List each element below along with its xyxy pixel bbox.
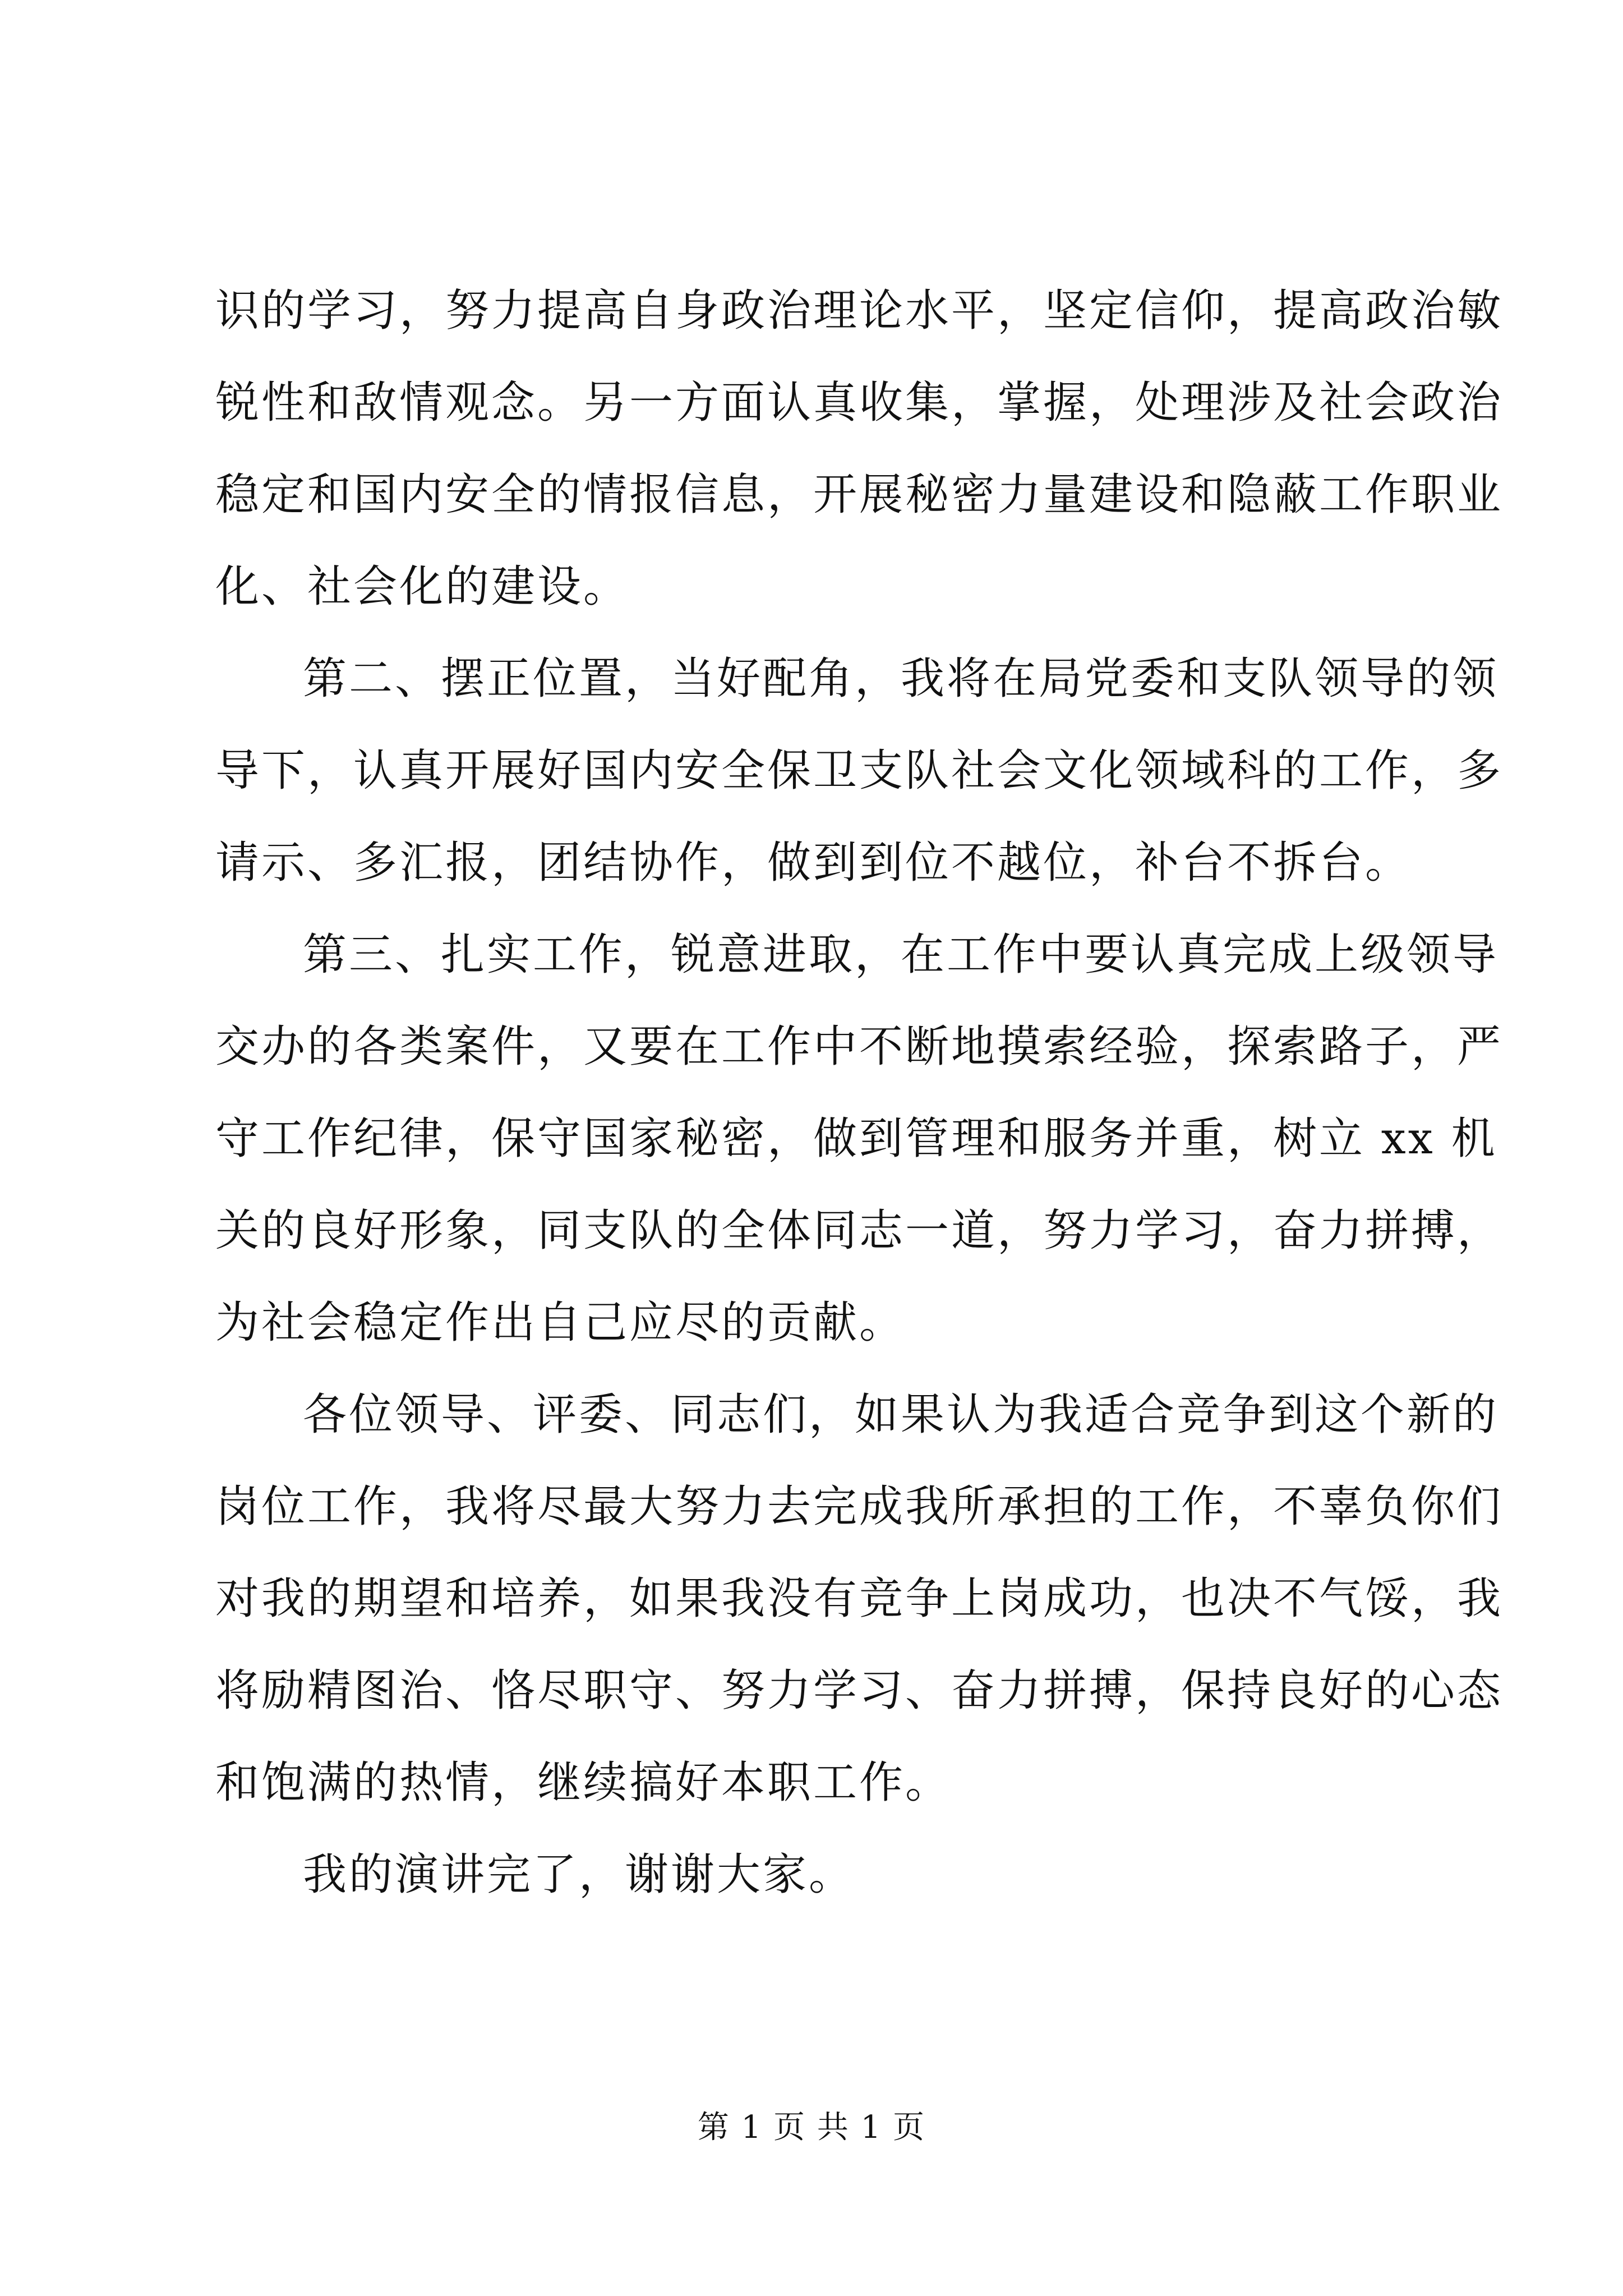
text-line: 化、社会化的建设。 [215,562,630,612]
page-footer: 第 1 页 共 1 页 [697,2109,926,2146]
text-line: 请示、多汇报，团结协作，做到到位不越位，补台不拆台。 [215,838,1412,888]
text-line: 稳定和国内安全的情报信息，开展秘密力量建设和隐蔽工作职业 [215,470,1504,520]
text-line: 交办的各类案件，又要在工作中不断地摸索经验，探索路子，严 [215,1022,1504,1072]
text-line: 将励精图治、恪尽职守、努力学习、奋力拼搏，保持良好的心态 [215,1665,1504,1716]
paragraph-start-line: 第三、扎实工作，锐意进取，在工作中要认真完成上级领导 [303,930,1499,980]
text-line: 为社会稳定作出自己应尽的贡献。 [215,1297,906,1348]
text-line: 对我的期望和培养，如果我没有竞争上岗成功，也决不气馁，我 [215,1573,1504,1624]
document-body [215,265,1504,1921]
paragraph-start-line: 我的演讲完了，谢谢大家。 [303,1849,855,1900]
text-line: 关的良好形象，同支队的全体同志一道，努力学习，奋力拼搏， [215,1205,1504,1256]
text-line: 和饱满的热情，继续搞好本职工作。 [215,1757,952,1808]
text-line: 导下，认真开展好国内安全保卫支队社会文化领域科的工作，多 [215,746,1504,796]
text-line: 识的学习，努力提高自身政治理论水平，坚定信仰，提高政治敏 [215,286,1504,336]
text-line: 锐性和敌情观念。另一方面认真收集，掌握，处理涉及社会政治 [215,378,1504,428]
paragraph-start-line: 各位领导、评委、同志们，如果认为我适合竞争到这个新的 [303,1389,1499,1440]
paragraph-start-line: 第二、摆正位置，当好配角，我将在局党委和支队领导的领 [303,654,1499,704]
text-line: 守工作纪律，保守国家秘密，做到管理和服务并重，树立 xx 机 [215,1114,1497,1164]
text-line: 岗位工作，我将尽最大努力去完成我所承担的工作，不辜负你们 [215,1481,1504,1532]
